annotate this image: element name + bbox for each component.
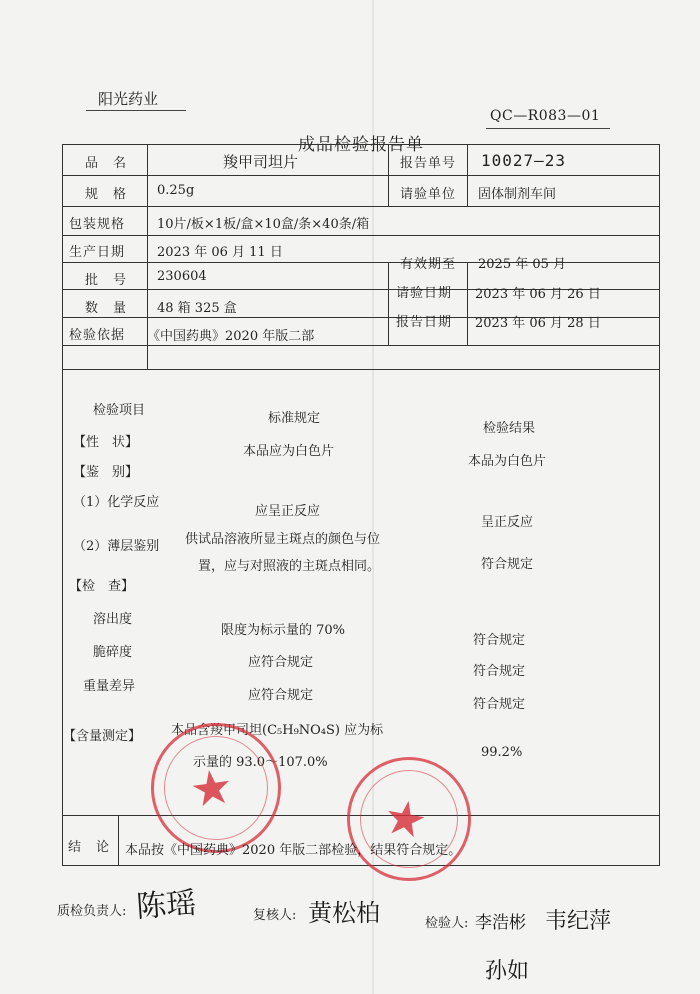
tlc-result: 符合规定 bbox=[481, 557, 534, 572]
request-date-value: 2023 年 06 月 26 日 bbox=[475, 287, 601, 302]
column-divider bbox=[388, 262, 389, 345]
product-name-label: 品 名 bbox=[85, 156, 128, 171]
basis-label: 检验依据 bbox=[69, 328, 126, 343]
document-code: QC—R083—01 bbox=[490, 108, 601, 124]
company-name: 阳光药业 bbox=[98, 90, 159, 108]
seal-star-icon: ★ bbox=[379, 788, 432, 851]
basis-value: 《中国药典》2020 年版二部 bbox=[147, 329, 315, 344]
inspection-heading: 【检 查】 bbox=[69, 579, 135, 594]
reviewer-label: 复核人: bbox=[253, 908, 297, 923]
weight-variation-standard: 应符合规定 bbox=[248, 688, 314, 703]
batch-value: 230604 bbox=[157, 269, 207, 284]
spec-label: 规 格 bbox=[85, 187, 128, 202]
inspector-signature-2: 韦纪萍 bbox=[545, 909, 612, 934]
appearance-heading: 【性 状】 bbox=[73, 435, 139, 450]
weight-variation-item: 重量差异 bbox=[83, 679, 136, 694]
assay-standard-line2: 示量的 93.0～107.0% bbox=[193, 755, 328, 770]
row-divider bbox=[63, 175, 659, 176]
product-name-value: 羧甲司坦片 bbox=[223, 153, 299, 171]
column-divider bbox=[467, 262, 468, 345]
qc-manager-signature: 陈瑶 bbox=[135, 885, 198, 926]
reviewer-signature: 黄松柏 bbox=[308, 899, 380, 927]
report-no-value: 10027—23 bbox=[481, 151, 567, 170]
column-head-item: 检验项目 bbox=[93, 403, 146, 418]
company-underline bbox=[86, 110, 186, 111]
tlc-standard-line1: 供试品溶液所显主斑点的颜色与位 bbox=[185, 532, 381, 547]
spec-value: 0.25g bbox=[157, 183, 195, 198]
conclusion-label: 结 论 bbox=[68, 840, 111, 855]
report-title: 成品检验报告单 bbox=[298, 135, 424, 155]
appearance-standard: 本品应为白色片 bbox=[243, 444, 335, 459]
row-divider bbox=[63, 262, 659, 263]
chemical-reaction-standard: 应呈正反应 bbox=[255, 504, 321, 519]
friability-result: 符合规定 bbox=[473, 664, 526, 679]
dissolution-item: 溶出度 bbox=[93, 612, 133, 627]
production-date-label: 生产日期 bbox=[69, 245, 126, 260]
dissolution-standard: 限度为标示量的 70% bbox=[221, 623, 346, 638]
expiry-value: 2025 年 05 月 bbox=[478, 257, 567, 272]
column-divider bbox=[467, 145, 468, 206]
code-underline bbox=[486, 128, 610, 129]
identification-heading: 【鉴 别】 bbox=[73, 465, 139, 480]
report-date-label: 报告日期 bbox=[396, 315, 453, 330]
inspector-signature-3: 孙如 bbox=[485, 959, 530, 984]
report-no-label: 报告单号 bbox=[400, 156, 457, 171]
dissolution-result: 符合规定 bbox=[473, 633, 526, 648]
request-unit-value: 固体制剂车间 bbox=[478, 187, 557, 202]
friability-item: 脆碎度 bbox=[93, 645, 133, 660]
tlc-standard-line2: 置，应与对照液的主斑点相同。 bbox=[198, 559, 381, 574]
qc-manager-label: 质检负责人: bbox=[57, 904, 127, 919]
friability-standard: 应符合规定 bbox=[248, 655, 314, 670]
request-date-label: 请验日期 bbox=[396, 286, 453, 301]
conclusion-text: 本品按《中国药典》2020 年版二部检验，结果符合规定。 bbox=[125, 843, 462, 858]
row-divider bbox=[63, 206, 659, 207]
row-divider bbox=[63, 345, 659, 346]
quantity-label: 数 量 bbox=[85, 301, 128, 316]
report-date-value: 2023 年 06 月 28 日 bbox=[475, 316, 601, 331]
package-label: 包装规格 bbox=[69, 217, 126, 232]
chemical-reaction-result: 呈正反应 bbox=[481, 515, 534, 530]
seal-star-icon: ★ bbox=[186, 757, 237, 820]
report-table bbox=[62, 144, 660, 866]
assay-standard-line1: 本品含羧甲司坦(C₅H₉NO₄S) 应为标 bbox=[171, 723, 384, 738]
batch-label: 批 号 bbox=[85, 273, 128, 288]
row-divider bbox=[63, 235, 659, 236]
assay-heading: 【含量测定】 bbox=[63, 729, 142, 744]
right-red-seal bbox=[337, 747, 481, 891]
request-unit-label: 请验单位 bbox=[400, 187, 457, 202]
column-head-result: 检验结果 bbox=[483, 421, 536, 436]
column-divider bbox=[388, 145, 389, 206]
quantity-value: 48 箱 325 盒 bbox=[157, 301, 237, 316]
production-date-value: 2023 年 06 月 11 日 bbox=[157, 245, 283, 260]
column-head-standard: 标准规定 bbox=[268, 411, 321, 426]
row-divider bbox=[63, 369, 659, 370]
weight-variation-result: 符合规定 bbox=[473, 697, 526, 712]
tlc-item: （2）薄层鉴别 bbox=[73, 539, 160, 554]
assay-result: 99.2% bbox=[481, 745, 523, 760]
appearance-result: 本品为白色片 bbox=[468, 454, 547, 469]
chemical-reaction-item: （1）化学反应 bbox=[73, 495, 160, 510]
inspector-label: 检验人: bbox=[425, 916, 469, 931]
package-value: 10片/板×1板/盒×10盒/条×40条/箱 bbox=[157, 217, 370, 232]
inspector-signature-1: 李浩彬 bbox=[475, 913, 526, 933]
expiry-label: 有效期至 bbox=[400, 257, 457, 272]
column-divider bbox=[118, 815, 119, 865]
